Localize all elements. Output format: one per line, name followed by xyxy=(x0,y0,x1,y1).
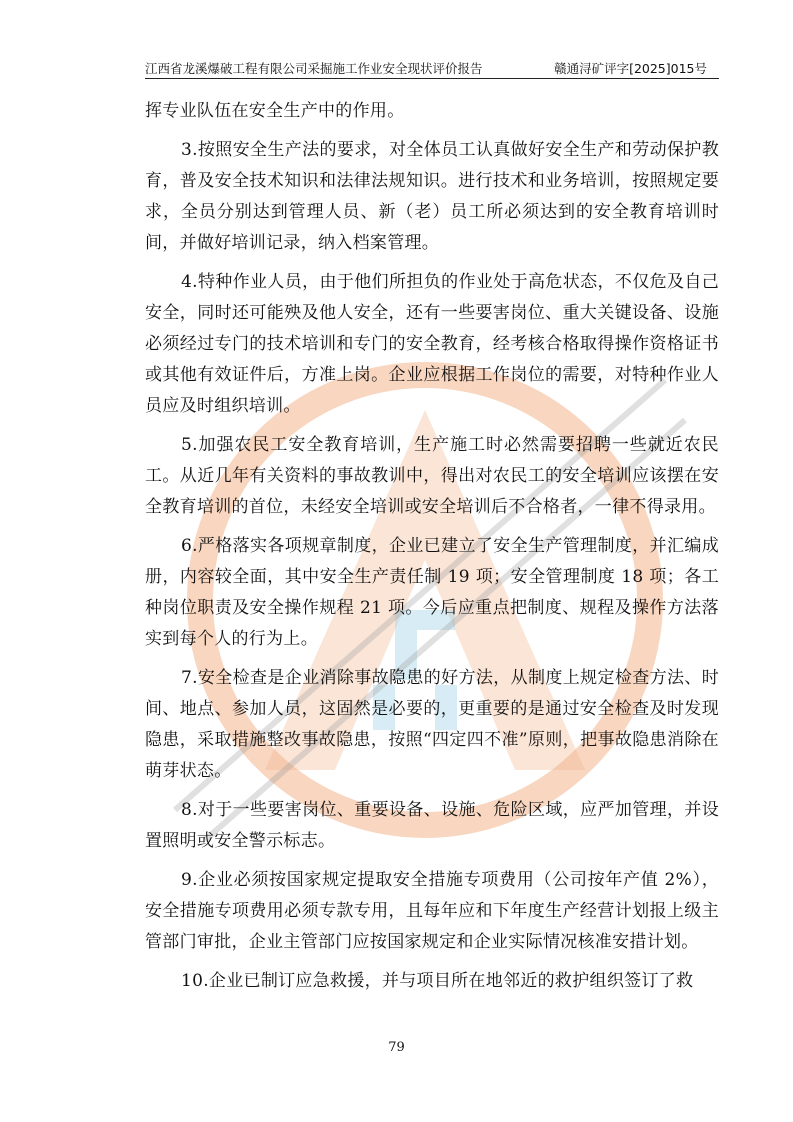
paragraph-6: 6.严格落实各项规章制度，企业已建立了安全生产管理制度，并汇编成册，内容较全面，其中安全生产责任制 19 项；安全管理制度 18 项；各工种岗位职责及安全操作规程 21 项。今后应重点把制度、规程及操作方法落实到每个人的行为上。 xyxy=(145,536,719,649)
paragraph-9: 9.企业必须按国家规定提取安全措施专项费用（公司按年产值 2%），安全措施专项费用必须专款专用，且每年应和下年度生产经营计划报上级主管部门审批，企业主管部门应按国家规定和企业实际情况核准安措计划。 xyxy=(145,870,719,952)
paragraph-4: 4.特种作业人员，由于他们所担负的作业处于高危状态，不仅危及自己安全，同时还可能殃及他人安全，还有一些要害岗位、重大关键设备、设施必须经过专门的技术培训和专门的安全教育，经考核合格取得操作资格证书或其他有效证件后，方准上岗。企业应根据工作岗位的需要，对特种作业人员应及时组织培训。 xyxy=(145,272,719,416)
page-header xyxy=(145,60,719,79)
header-doc-number: 赣通浔矿评字[2025]015号 xyxy=(554,61,707,76)
paragraph-8: 8.对于一些要害岗位、重要设备、设施、危险区域，应严加管理，并设置照明或安全警示标志。 xyxy=(145,800,719,851)
paragraph-7: 7.安全检查是企业消除事故隐患的好方法，从制度上规定检查方法、时间、地点、参加人员，这固然是必要的，更重要的是通过安全检查及时发现隐患，采取措施整改事故隐患，按照“四定四不准”原则，把事故隐患消除在萌芽状态。 xyxy=(145,668,719,781)
header-organization: 江西省龙溪爆破工程有限公司采掘施工作业安全现状评价报告 xyxy=(145,61,483,76)
paragraph-continuation: 挥专业队伍在安全生产中的作用。 xyxy=(145,101,405,121)
page-number: 79 xyxy=(388,1040,405,1055)
paragraph-5: 5.加强农民工安全教育培训，生产施工时必然需要招聘一些就近农民工。从近几年有关资料的事故教训中，得出对农民工的安全培训应该摆在安全教育培训的首位，未经安全培训或安全培训后不合格者，一律不得录用。 xyxy=(145,435,719,517)
paragraph-10: 10.企业已制订应急救援，并与项目所在地邻近的救护组织签订了救 xyxy=(181,971,694,991)
paragraph-3: 3.按照安全生产法的要求，对全体员工认真做好安全生产和劳动保护教育，普及安全技术知识和法律法规知识。进行技术和业务培训，按照规定要求，全员分别达到管理人员、新（老）员工所必须达到的安全教育培训时间，并做好培训记录，纳入档案管理。 xyxy=(145,140,719,253)
document-body xyxy=(145,96,719,997)
